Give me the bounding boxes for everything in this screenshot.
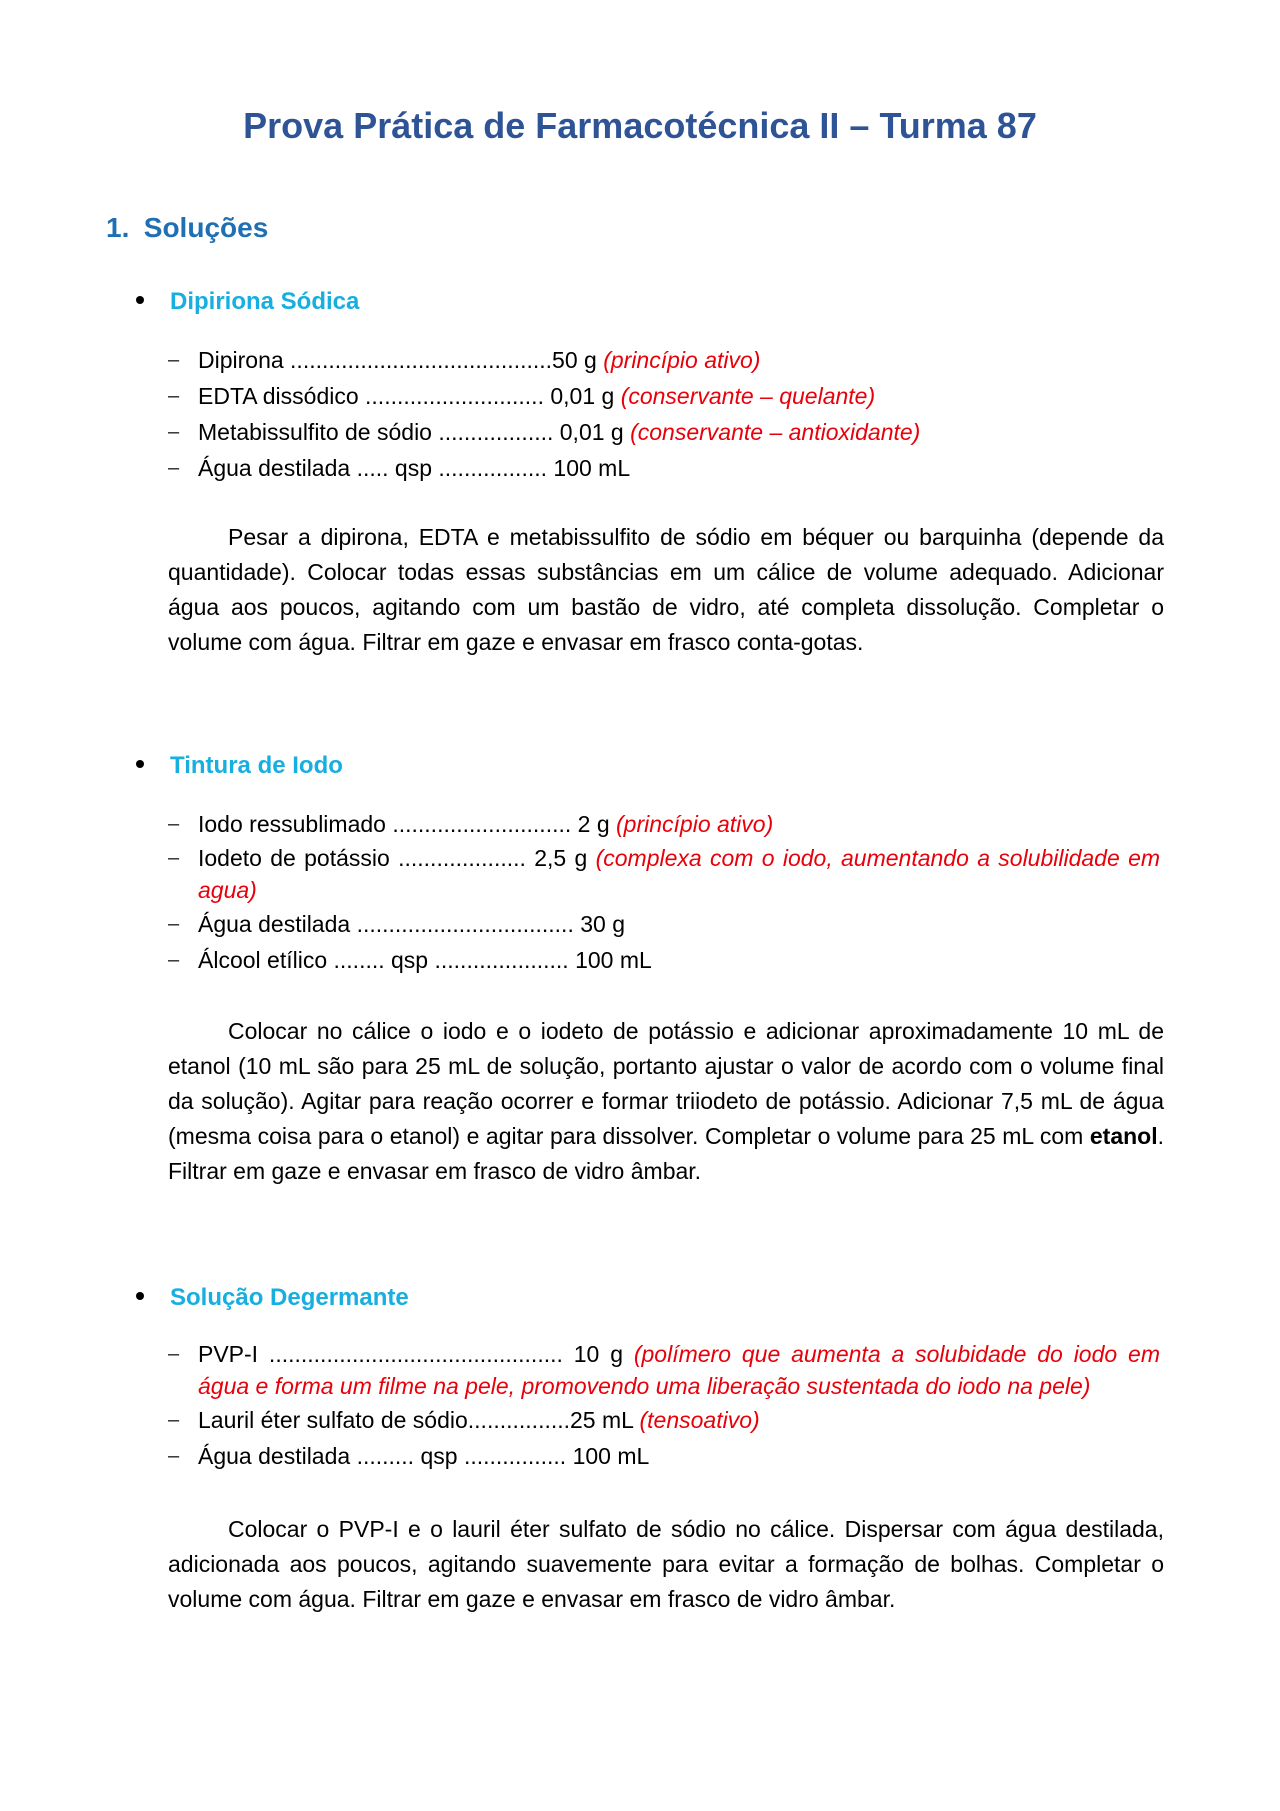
ingredient-list — [168, 1338, 1168, 1474]
bullet-icon — [136, 1292, 144, 1300]
dash-icon: – — [168, 813, 180, 835]
list-item — [168, 942, 1168, 978]
subsection-heading — [136, 750, 343, 782]
subsection-heading — [136, 286, 359, 318]
list-item — [168, 806, 1168, 842]
list-item — [168, 1338, 1160, 1402]
item-note: (princípio ativo) — [616, 811, 774, 837]
paragraph-text: Colocar no cálice o iodo e o iodeto de potássio e adicionar aproximadamente 10 mL de etanol (10 mL são para 25 mL de solução, portanto ajustar o valor de acordo com o volume final da solução). Agitar para reação ocorrer e formar triiodeto de potássio. Adicionar 7,5 mL de água (mesma coisa para o etanol) e agitar para dissolver. Completar o volume para 25 mL com — [168, 1018, 1164, 1149]
dash-icon: – — [168, 1343, 180, 1365]
dash-icon: – — [168, 913, 180, 935]
list-item — [168, 906, 1168, 942]
procedure-paragraph: Pesar a dipirona, EDTA e metabissulfito de sódio em béquer ou barquinha (depende da quantidade). Colocar todas essas substâncias em um cálice de volume adequado. Adicionar água aos poucos, agitando com um bastão de vidro, até completa dissolução. Completar o volume com água. Filtrar em gaze e envasar em frasco conta-gotas. — [168, 524, 1164, 655]
dash-icon: – — [168, 949, 180, 971]
item-note: (tensoativo) — [639, 1407, 760, 1433]
item-text: Iodo ressublimado ............................ 2 g — [198, 811, 610, 837]
dash-icon: – — [168, 1409, 180, 1431]
page-title: Prova Prática de Farmacotécnica II – Turma 87 — [243, 105, 1037, 146]
item-text: Água destilada ..... qsp ................. 100 mL — [198, 455, 631, 481]
ingredient-list — [168, 342, 1168, 486]
paragraph-bold: etanol — [1089, 1123, 1158, 1149]
item-text: Água destilada .................................. 30 g — [198, 911, 625, 937]
paragraph-text: . Filtrar em gaze e envasar em frasco de vidro âmbar. — [168, 1123, 1164, 1184]
item-note: (conservante – quelante) — [620, 383, 876, 409]
item-note: (conservante – antioxidante) — [630, 419, 921, 445]
subsection-title: Solução Degermante — [170, 1284, 409, 1311]
subsection-title: Tintura de Iodo — [170, 752, 343, 779]
item-note: (complexa com o iodo, aumentando a solubilidade em agua) — [198, 845, 1161, 903]
list-item — [168, 342, 1168, 378]
item-note: (princípio ativo) — [603, 347, 761, 373]
dash-icon: – — [168, 457, 180, 479]
list-item — [168, 842, 1160, 906]
list-item — [168, 1438, 1168, 1474]
subsection-heading — [136, 1282, 409, 1314]
bullet-icon — [136, 296, 144, 304]
item-text: Metabissulfito de sódio .................. 0,01 g — [198, 419, 624, 445]
dash-icon: – — [168, 349, 180, 371]
bullet-icon — [136, 760, 144, 768]
item-text: EDTA dissódico ............................ 0,01 g — [198, 383, 615, 409]
subsection-title: Dipiriona Sódica — [170, 288, 360, 315]
section-label: Soluções — [143, 212, 269, 243]
item-text: PVP-I .............................................. 10 g — [198, 1341, 623, 1367]
dash-icon: – — [168, 847, 180, 869]
dash-icon: – — [168, 421, 180, 443]
dash-icon: – — [168, 385, 180, 407]
item-text: Lauril éter sulfato de sódio................25 mL — [198, 1407, 634, 1433]
section-heading — [106, 210, 268, 246]
item-note: (polímero que aumenta a solubidade do iodo em água e forma um filme na pele, promovendo uma liberação sustentada do iodo na pele) — [198, 1341, 1160, 1399]
list-item — [168, 378, 1168, 414]
ingredient-list — [168, 806, 1168, 978]
list-item — [168, 414, 1168, 450]
list-item — [168, 450, 1168, 486]
procedure-paragraph — [168, 1014, 1164, 1189]
procedure-paragraph: Colocar o PVP-I e o lauril éter sulfato de sódio no cálice. Dispersar com água destilada, adicionada aos poucos, agitando suavemente para evitar a formação de bolhas. Completar o volume com água. Filtrar em gaze e envasar em frasco de vidro âmbar. — [168, 1516, 1164, 1612]
item-text: Água destilada ......... qsp ................ 100 mL — [198, 1443, 650, 1469]
section-number: 1. — [106, 212, 130, 243]
item-text: Iodeto de potássio .................... 2,5 g — [198, 845, 588, 871]
item-text: Álcool etílico ........ qsp ..................... 100 mL — [198, 947, 652, 973]
dash-icon: – — [168, 1445, 180, 1467]
item-text: Dipirona .........................................50 g — [198, 347, 597, 373]
list-item — [168, 1402, 1168, 1438]
